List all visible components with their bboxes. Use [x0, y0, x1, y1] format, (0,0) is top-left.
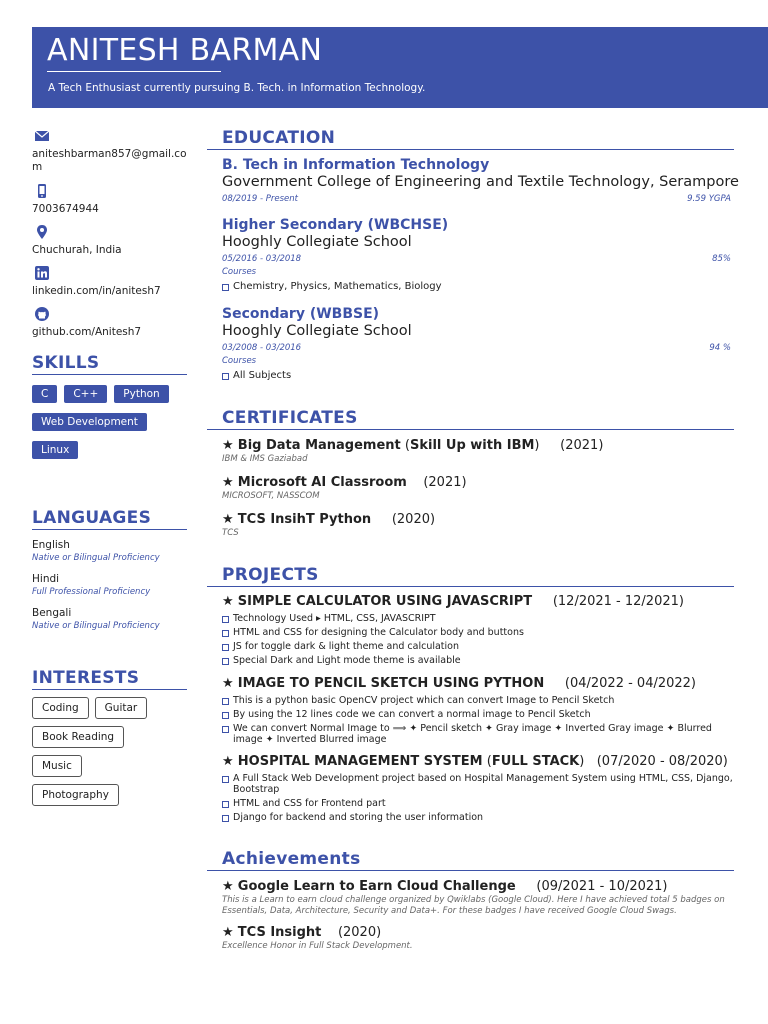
contact-github: [32, 306, 188, 347]
courses-item: All Subjects: [222, 370, 731, 382]
contact-email: [32, 128, 188, 183]
certificate-title: ★ Microsoft AI Classroom (2021): [222, 475, 467, 490]
project-bullet: Django for backend and storing the user information: [222, 812, 734, 823]
github-text[interactable]: github.com/Anitesh7: [32, 326, 142, 338]
certificate-entry: [207, 438, 734, 465]
language-name: Bengali: [32, 607, 72, 619]
language-item: [32, 539, 188, 564]
achievements-section: [207, 849, 734, 952]
education-degree: Higher Secondary (WBCHSE): [222, 217, 449, 233]
language-item: [32, 607, 188, 632]
language-level: Native or Bilingual Proficiency: [32, 621, 160, 631]
skills-row: [32, 441, 188, 459]
achievements-heading: Achievements: [207, 849, 734, 871]
education-dates: 05/2016 - 03/2018: [222, 254, 302, 264]
achievement-date: (2020): [337, 925, 382, 940]
project-bullet: Special Dark and Light mode theme is available: [222, 655, 734, 666]
project-entry: [207, 594, 734, 666]
skills-row: [32, 413, 188, 431]
languages-heading: LANGUAGES: [32, 508, 187, 530]
github-icon: [34, 306, 50, 322]
project-bullet: We can convert Normal Image to ⟹ ✦ Pencil sketch ✦ Gray image ✦ Inverted Gray image ✦ Blurred image ✦ Inverted Blurred image: [222, 723, 734, 745]
project-bullet: HTML and CSS for designing the Calculator body and buttons: [222, 627, 734, 638]
interest-chip: Music: [32, 755, 82, 777]
project-title: ★ IMAGE TO PENCIL SKETCH USING PYTHON (04/2022 - 04/2022): [222, 676, 697, 691]
project-date: (04/2022 - 04/2022): [564, 676, 697, 691]
main-column: [207, 128, 739, 952]
education-dates: 08/2019 - Present: [222, 194, 299, 204]
interest-chip: Coding: [32, 697, 89, 719]
skills-heading: SKILLS: [32, 353, 187, 375]
candidate-tagline: A Tech Enthusiast currently pursuing B. Tech. in Information Technology.: [48, 82, 426, 94]
achievement-desc: This is a Learn to earn cloud challenge organized by Qwiklabs (Google Cloud). Here I have achieved total 5 badges on Essentials, Data, Architecture, Security and Data+. For these badges I have received Google Cloud Swags.: [222, 895, 725, 916]
certificate-date: (2021): [560, 438, 604, 453]
achievement-title: ★ Google Learn to Earn Cloud Challenge (09/2021 - 10/2021): [222, 879, 668, 894]
interest-chip: Book Reading: [32, 726, 124, 748]
interests-row: [32, 697, 188, 719]
certificate-entry: [207, 512, 734, 539]
certificate-title: ★ Big Data Management (Skill Up with IBM) (2021): [222, 438, 604, 453]
email-icon: [34, 128, 50, 144]
certificate-entry: [207, 475, 734, 502]
education-heading: EDUCATION: [207, 128, 734, 150]
certificate-date: (2021): [423, 475, 467, 490]
interest-chip: Guitar: [95, 697, 148, 719]
project-bullet: JS for toggle dark & light theme and calculation: [222, 641, 734, 652]
project-title: ★ SIMPLE CALCULATOR USING JAVASCRIPT (12/2021 - 12/2021): [222, 594, 684, 609]
projects-heading: PROJECTS: [207, 565, 734, 587]
projects-section: [207, 565, 734, 823]
project-entry: [207, 754, 734, 823]
achievement-entry: [207, 879, 734, 917]
certificate-org: TCS: [222, 528, 239, 538]
email-text[interactable]: aniteshbarman857@gmail.com: [32, 148, 187, 173]
interests-section: [32, 668, 188, 806]
contact-section: [32, 128, 188, 347]
achievement-entry: [207, 925, 734, 952]
language-level: Native or Bilingual Proficiency: [32, 553, 160, 563]
achievement-desc: Excellence Honor in Full Stack Development.: [222, 941, 413, 951]
education-entry: [207, 157, 739, 204]
skill-chip: Python: [114, 385, 168, 403]
education-degree: Secondary (WBBSE): [222, 306, 380, 322]
achievement-title: ★ TCS Insight (2020): [222, 925, 382, 940]
education-meta: [222, 343, 731, 353]
certificate-org: IBM & IMS Gaziabad: [222, 454, 308, 464]
education-score: 94 %: [709, 343, 731, 353]
project-bullet: A Full Stack Web Development project based on Hospital Management System using HTML, CSS, Django, Bootstrap: [222, 773, 734, 795]
education-institution: Government College of Engineering and Textile Technology, Serampore: [222, 174, 739, 190]
resume-header: [32, 27, 768, 108]
certificate-org: MICROSOFT, NASSCOM: [222, 491, 320, 501]
contact-linkedin: [32, 265, 188, 306]
education-section: [207, 128, 739, 382]
interests-row: [32, 755, 188, 777]
skill-chip: C: [32, 385, 57, 403]
certificates-section: [207, 408, 734, 539]
project-title: ★ HOSPITAL MANAGEMENT SYSTEM (FULL STACK) (07/2020 - 08/2020): [222, 754, 728, 769]
project-bullet: Technology Used ▸ HTML, CSS, JAVASCRIPT: [222, 613, 734, 624]
project-bullet: This is a python basic OpenCV project which can convert Image to Pencil Sketch: [222, 695, 734, 706]
linkedin-icon: [34, 265, 50, 281]
phone-icon: [34, 183, 50, 199]
location-text: Chuchurah, India: [32, 244, 122, 256]
contact-phone: [32, 183, 188, 224]
language-item: [32, 573, 188, 598]
skills-row: [32, 385, 188, 403]
education-score: 85%: [712, 254, 731, 264]
languages-section: [32, 508, 188, 632]
certificate-title: ★ TCS InsihT Python (2020): [222, 512, 436, 527]
skills-section: [32, 353, 188, 459]
education-institution: Hooghly Collegiate School: [222, 323, 412, 339]
education-dates: 03/2008 - 03/2016: [222, 343, 302, 353]
education-meta: [222, 194, 731, 204]
education-score: 9.59 YGPA: [687, 194, 731, 204]
contact-location: [32, 224, 188, 265]
skill-chip: Linux: [32, 441, 78, 459]
education-entry: [207, 306, 734, 382]
project-date: (07/2020 - 08/2020): [596, 754, 728, 769]
interests-heading: INTERESTS: [32, 668, 187, 690]
language-level: Full Professional Proficiency: [32, 587, 151, 597]
certificates-heading: CERTIFICATES: [207, 408, 734, 430]
project-entry: [207, 676, 734, 745]
skill-chip: Web Development: [32, 413, 147, 431]
project-bullet: By using the 12 lines code we can convert a normal image to Pencil Sketch: [222, 709, 734, 720]
skill-chip: C++: [64, 385, 107, 403]
project-bullet: HTML and CSS for Frontend part: [222, 798, 734, 809]
education-institution: Hooghly Collegiate School: [222, 234, 412, 250]
achievement-date: (09/2021 - 10/2021): [536, 879, 668, 894]
interests-row: [32, 784, 188, 806]
language-name: English: [32, 539, 70, 551]
courses-label: Courses: [222, 267, 257, 277]
courses-item: Chemistry, Physics, Mathematics, Biology: [222, 281, 731, 293]
header-rule: [47, 71, 221, 72]
education-entry: [207, 217, 734, 293]
certificate-date: (2020): [391, 512, 436, 527]
phone-text: 7003674944: [32, 203, 99, 215]
linkedin-text[interactable]: linkedin.com/in/anitesh7: [32, 285, 161, 297]
education-degree: B. Tech in Information Technology: [222, 157, 490, 173]
interests-row: [32, 726, 188, 748]
location-pin-icon: [34, 224, 50, 240]
courses-label: Courses: [222, 356, 257, 366]
education-meta: [222, 254, 731, 264]
interest-chip: Photography: [32, 784, 119, 806]
candidate-name: ANITESH BARMAN: [47, 33, 323, 68]
language-name: Hindi: [32, 573, 60, 585]
project-date: (12/2021 - 12/2021): [552, 594, 684, 609]
